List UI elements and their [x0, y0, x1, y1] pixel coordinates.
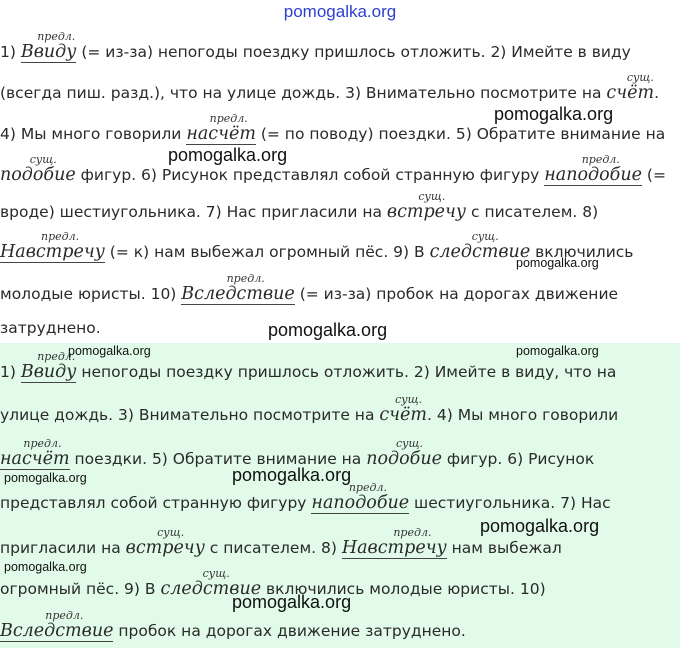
underlined-word: предл. Вследствие: [0, 609, 114, 641]
text-line: предл. Вследствие пробок на дорогах движение затруднено.: [0, 609, 466, 641]
underlined-word: предл. наподобие: [311, 481, 410, 513]
text-line: 1) предл. Ввиду непогоды поездку пришлось отложить. 2) Имейте в виду, что на: [0, 350, 617, 382]
watermark: pomogalka.org: [168, 145, 288, 165]
watermark: pomogalka.org: [4, 471, 87, 485]
text-line: затруднено.: [0, 319, 101, 337]
text-line: пригласили на сущ. встречу с писателем. 8) предл. Навстречу нам выбежал: [0, 526, 562, 558]
text-line: 4) Мы много говорили предл. насчёт (= по поводу) поездки. 5) Обратите внимание на: [0, 112, 666, 144]
text-line: представлял собой странную фигуру предл. наподобие шестиугольника. 7) Нас: [0, 481, 611, 513]
noun-word: сущ. встречу: [386, 190, 467, 222]
underlined-word: предл. Ввиду: [20, 350, 77, 382]
noun-word: сущ. счёт: [606, 71, 655, 103]
site-header-link[interactable]: pomogalka.org: [283, 2, 397, 21]
underlined-word: предл. насчёт: [186, 112, 256, 144]
underlined-word: предл. Навстречу: [0, 230, 105, 262]
text-line: предл. насчёт поездки. 5) Обратите внимание на сущ. подобие фигур. 6) Рисунок: [0, 437, 595, 469]
noun-word: сущ. следствие: [160, 567, 262, 599]
underlined-word: предл. Навстречу: [341, 526, 447, 558]
text-line: (всегда пиш. разд.), что на улице дождь. 3) Внимательно посмотрите на сущ. счёт.: [0, 71, 659, 103]
watermark: pomogalka.org: [516, 256, 599, 270]
watermark: pomogalka.org: [4, 560, 87, 574]
underlined-word: предл. Вследствие: [181, 272, 295, 304]
watermark: pomogalka.org: [494, 104, 614, 124]
noun-word: сущ. следствие: [429, 230, 531, 262]
watermark: pomogalka.org: [516, 344, 599, 358]
text-line: улице дождь. 3) Внимательно посмотрите на сущ. счёт. 4) Мы много говорили: [0, 393, 619, 425]
underlined-word: предл. Ввиду: [20, 30, 77, 62]
text-line: 1) предл. Ввиду (= из-за) непогоды поездку пришлось отложить. 2) Имейте в виду: [0, 30, 631, 62]
underlined-word: предл. наподобие: [544, 153, 642, 185]
text-line: сущ. подобие фигур. 6) Рисунок представлял собой странную фигуру предл. наподобие (=: [0, 153, 666, 185]
text-line: молодые юристы. 10) предл. Вследствие (= из-за) пробок на дорогах движение: [0, 272, 619, 304]
text-line: огромный пёс. 9) В сущ. следствие включились молодые юристы. 10): [0, 567, 546, 599]
text-line: вроде) шестиугольника. 7) Нас пригласили на сущ. встречу с писателем. 8): [0, 190, 599, 222]
noun-word: сущ. встречу: [125, 526, 205, 558]
watermark: pomogalka.org: [480, 516, 600, 536]
text-line: предл. Навстречу (= к) нам выбежал огромный пёс. 9) В сущ. следствие включились: [0, 230, 634, 262]
noun-word: сущ. подобие: [366, 437, 442, 469]
watermark: pomogalka.org: [68, 344, 151, 358]
noun-word: сущ. счёт: [379, 393, 428, 425]
watermark: pomogalka.org: [232, 465, 352, 485]
watermark: pomogalka.org: [232, 592, 352, 612]
underlined-word: предл. насчёт: [0, 437, 70, 469]
watermark: pomogalka.org: [268, 320, 388, 340]
noun-word: сущ. подобие: [0, 153, 76, 185]
